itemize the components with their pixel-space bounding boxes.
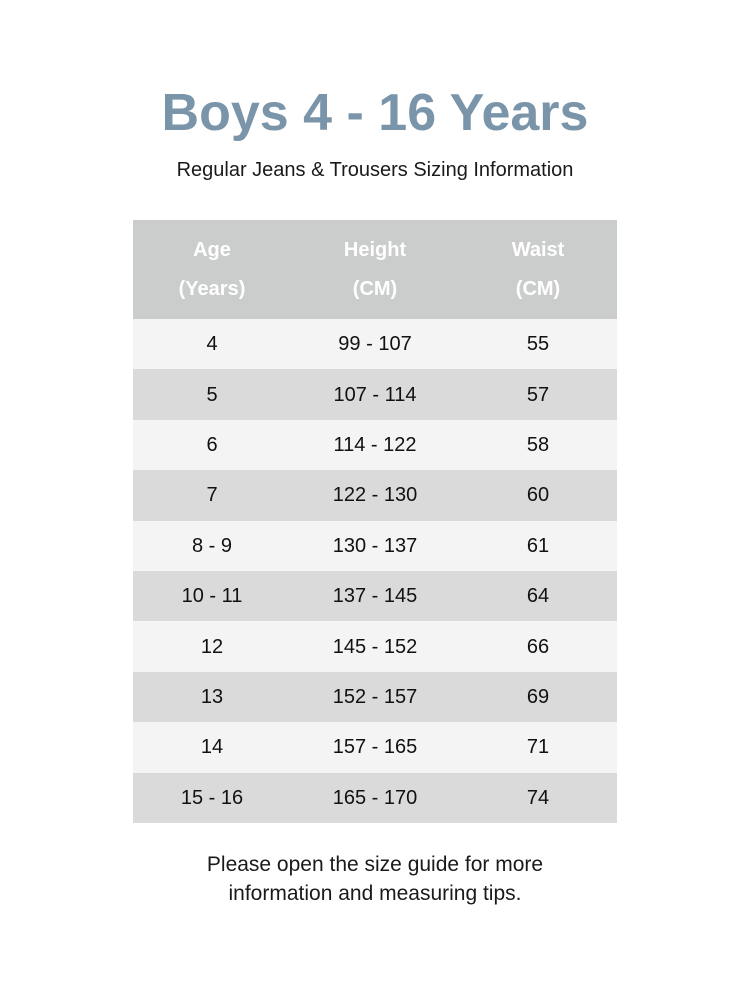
cell-height: 137 - 145 bbox=[332, 585, 418, 608]
cell-height: 165 - 170 bbox=[332, 786, 418, 809]
cell-height: 107 - 114 bbox=[333, 383, 417, 406]
cell-height: 99 - 107 bbox=[338, 333, 412, 356]
cell-height: 130 - 137 bbox=[332, 534, 418, 557]
cell-height: 152 - 157 bbox=[332, 685, 418, 708]
table-row bbox=[133, 773, 617, 823]
cell-waist: 57 bbox=[526, 383, 550, 406]
cell-age: 8 - 9 bbox=[191, 534, 233, 557]
table-row bbox=[133, 420, 617, 470]
cell-height: 122 - 130 bbox=[332, 484, 418, 507]
cell-height: 145 - 152 bbox=[332, 635, 418, 658]
table-row bbox=[133, 722, 617, 772]
cell-waist: 74 bbox=[526, 786, 550, 809]
footer-line-1: Please open the size guide for more bbox=[206, 853, 544, 876]
cell-age: 6 bbox=[206, 433, 218, 456]
table-row bbox=[133, 470, 617, 520]
table-header-row bbox=[133, 220, 617, 319]
header-age-unit: (Years) bbox=[178, 277, 246, 300]
cell-waist: 64 bbox=[526, 585, 550, 608]
cell-age: 12 bbox=[200, 635, 224, 658]
table-row bbox=[133, 521, 617, 571]
header-waist-unit: (CM) bbox=[515, 277, 561, 300]
table-row bbox=[133, 571, 617, 621]
header-age-label: Age bbox=[193, 238, 231, 261]
cell-age: 4 bbox=[206, 333, 218, 356]
cell-waist: 66 bbox=[526, 635, 550, 658]
table-body bbox=[133, 319, 617, 823]
cell-waist: 55 bbox=[526, 333, 550, 356]
page-subtitle: Regular Jeans & Trousers Sizing Information bbox=[176, 159, 574, 181]
page-title: Boys 4 - 16 Years bbox=[161, 84, 589, 142]
cell-height: 157 - 165 bbox=[332, 736, 418, 759]
header-waist-label: Waist bbox=[511, 238, 565, 261]
header-waist bbox=[459, 220, 617, 319]
cell-age: 10 - 11 bbox=[181, 585, 243, 608]
cell-age: 7 bbox=[206, 484, 218, 507]
table-row bbox=[133, 369, 617, 419]
header-height-unit: (CM) bbox=[352, 277, 398, 300]
footer-line-2: information and measuring tips. bbox=[228, 882, 522, 905]
cell-waist: 71 bbox=[526, 736, 550, 759]
cell-age: 5 bbox=[206, 383, 218, 406]
size-table bbox=[133, 220, 617, 823]
cell-age: 15 - 16 bbox=[180, 786, 244, 809]
cell-height: 114 - 122 bbox=[333, 433, 417, 456]
cell-age: 14 bbox=[200, 736, 224, 759]
footer-note bbox=[0, 850, 750, 908]
header-height bbox=[291, 220, 459, 319]
table-row bbox=[133, 672, 617, 722]
table-row bbox=[133, 621, 617, 671]
cell-waist: 69 bbox=[526, 685, 550, 708]
table-row bbox=[133, 319, 617, 369]
header-height-label: Height bbox=[343, 238, 407, 261]
header-age bbox=[133, 220, 291, 319]
cell-waist: 60 bbox=[526, 484, 550, 507]
cell-waist: 58 bbox=[526, 433, 550, 456]
cell-waist: 61 bbox=[526, 534, 550, 557]
cell-age: 13 bbox=[200, 685, 224, 708]
